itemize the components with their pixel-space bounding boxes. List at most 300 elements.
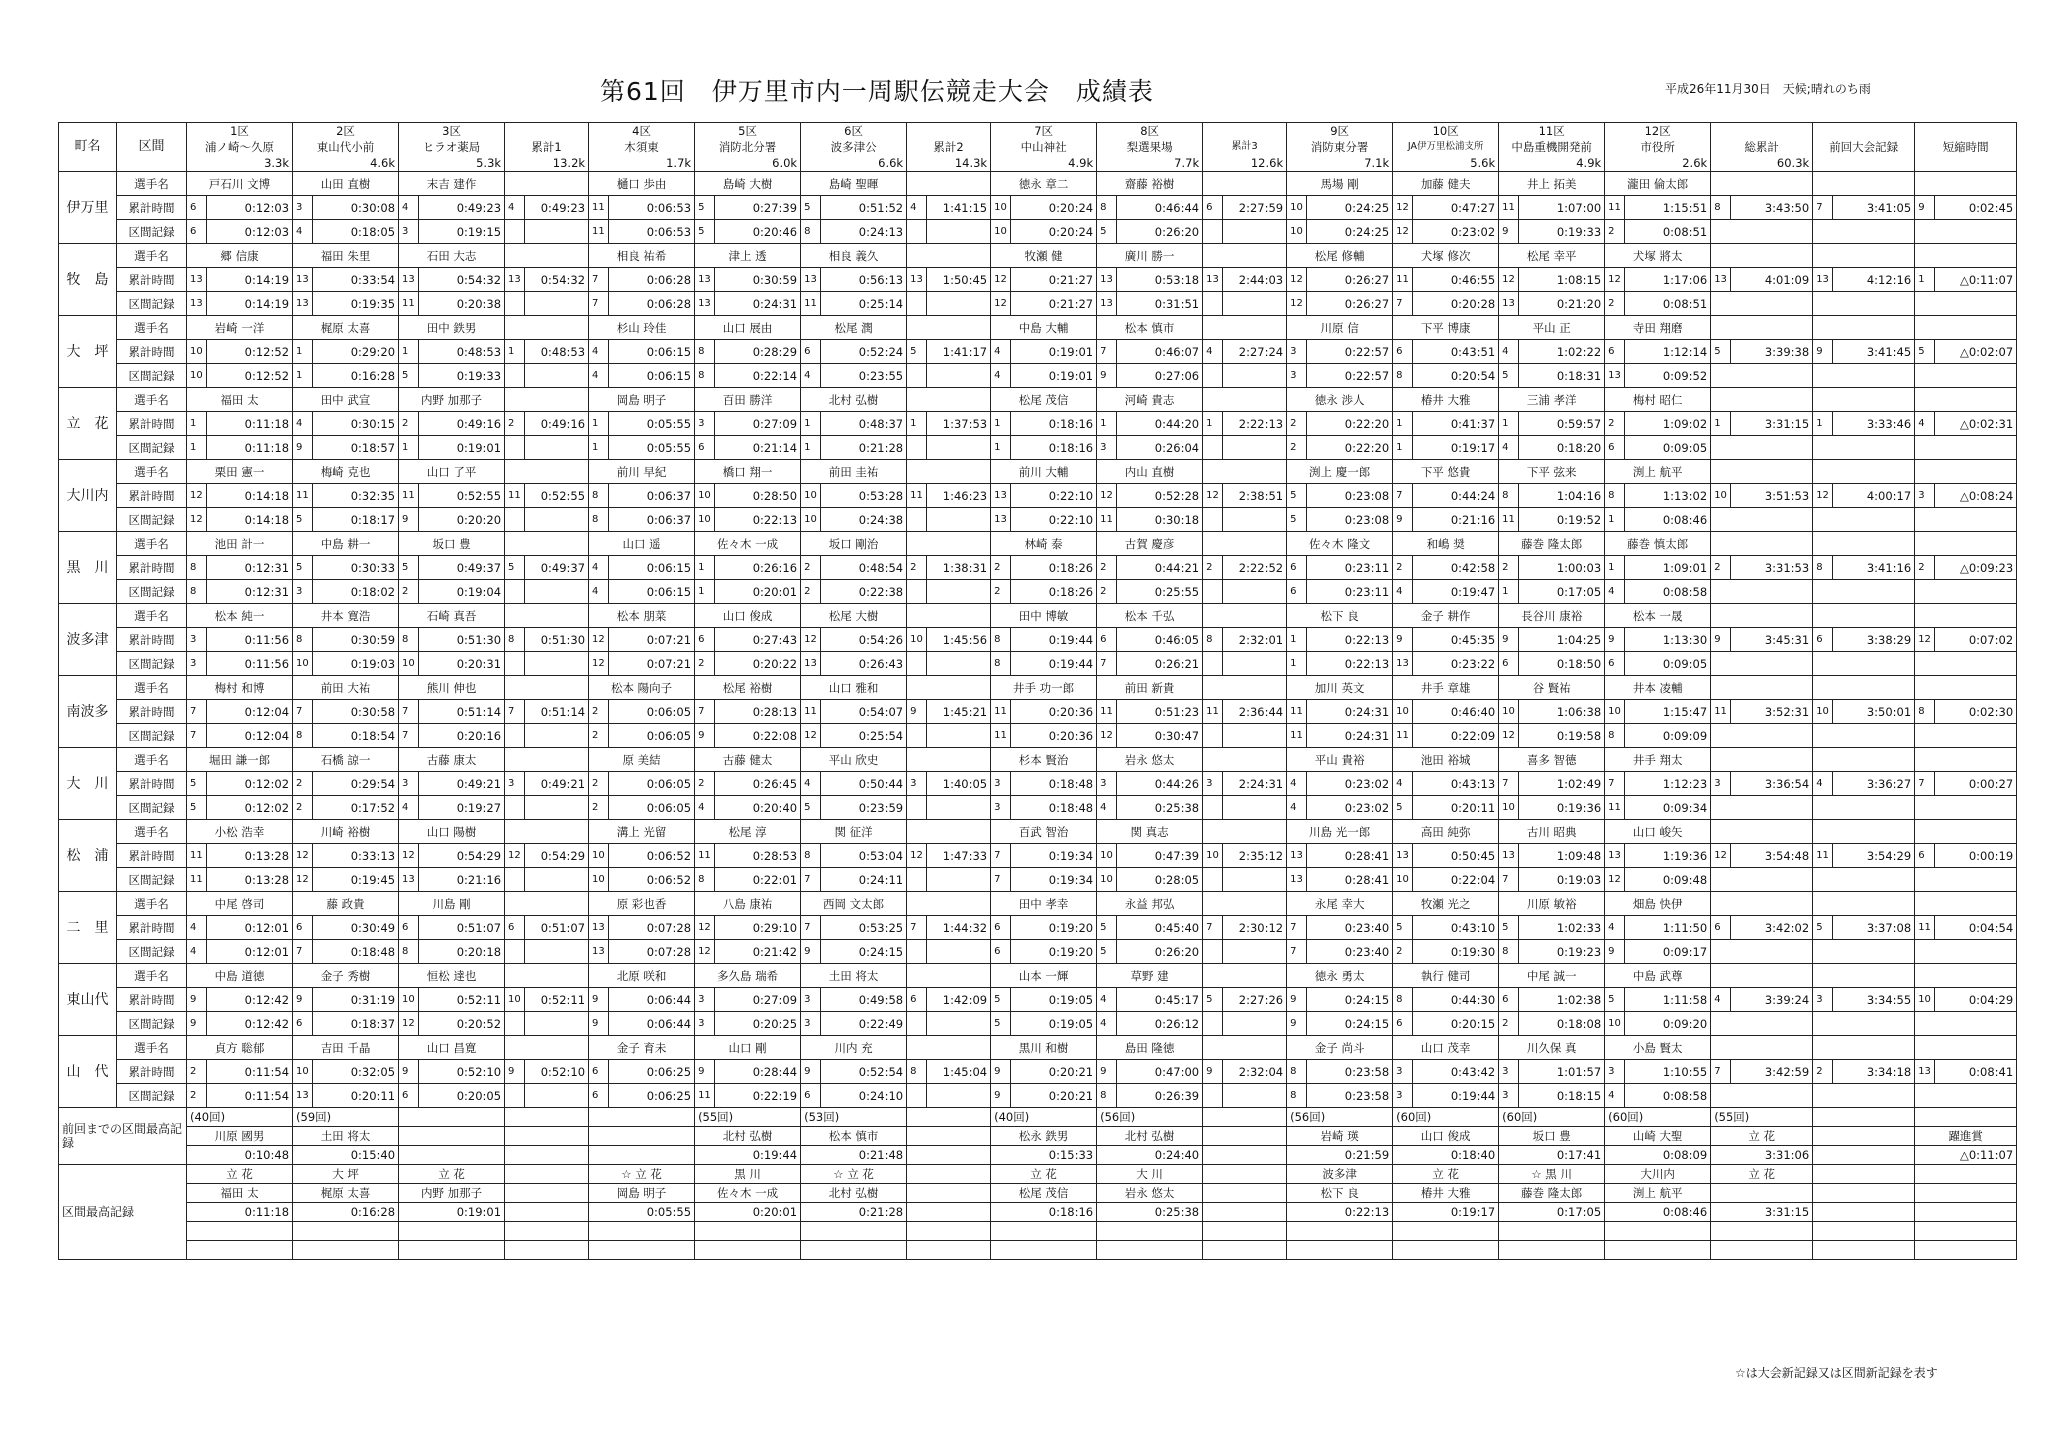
section-time: 0:24:11 — [821, 868, 907, 892]
cumulative-time: 0:12:31 — [207, 556, 293, 580]
section-rank — [907, 364, 927, 388]
section-time: 0:09:34 — [1625, 796, 1711, 820]
cumulative-rank: 13 — [1813, 268, 1833, 292]
empty-cell — [1915, 892, 2017, 916]
cumulative-rank: 3 — [399, 772, 419, 796]
empty-cell — [293, 1222, 399, 1241]
cumulative-rank: 6 — [399, 916, 419, 940]
runner-name — [505, 1036, 589, 1060]
section-time: 0:28:05 — [1117, 868, 1203, 892]
section-rank: 4 — [1393, 580, 1413, 604]
runner-name: 山口 雅和 — [801, 676, 907, 700]
section-rank: 9 — [801, 940, 821, 964]
leg-number — [1711, 123, 1813, 140]
leg-distance — [1813, 155, 1915, 172]
leg-distance: 60.3k — [1711, 155, 1813, 172]
section-time — [525, 580, 589, 604]
runner-name — [907, 604, 991, 628]
cumulative-time: 0:26:45 — [715, 772, 801, 796]
section-time: 0:11:18 — [207, 436, 293, 460]
best-time: 0:22:13 — [1287, 1203, 1393, 1222]
empty-cell — [1711, 1084, 1813, 1108]
leg-place: 累計2 — [907, 139, 991, 155]
section-time: 0:18:16 — [1011, 436, 1097, 460]
section-time: 0:26:27 — [1307, 292, 1393, 316]
best-team: ☆ 立 花 — [589, 1165, 695, 1184]
section-rank: 5 — [991, 1012, 1011, 1036]
runner-name: 小島 賢太 — [1605, 1036, 1711, 1060]
runner-name — [505, 964, 589, 988]
cumulative-rank: 12 — [1499, 268, 1519, 292]
section-rank: 5 — [293, 508, 313, 532]
runner-name — [1203, 316, 1287, 340]
section-time: 0:18:57 — [313, 436, 399, 460]
team-name: 山 代 — [59, 1036, 117, 1108]
cumulative-rank: 11 — [1097, 700, 1117, 724]
cumulative-rank: 4 — [1605, 916, 1625, 940]
section-rank: 6 — [187, 220, 207, 244]
best-team: 立 花 — [399, 1165, 505, 1184]
cumulative-time: 0:30:33 — [313, 556, 399, 580]
runner-name: 藤巻 慎太郎 — [1605, 532, 1711, 556]
section-rank — [907, 508, 927, 532]
section-time: 0:12:01 — [207, 940, 293, 964]
record-time: 3:31:06 — [1711, 1146, 1813, 1165]
cumulative-rank: 1 — [1287, 628, 1307, 652]
section-rank: 4 — [991, 364, 1011, 388]
runner-name: 中尾 啓司 — [187, 892, 293, 916]
section-rank: 4 — [589, 580, 609, 604]
cumulative-time: 0:32:05 — [313, 1060, 399, 1084]
runner-name: 川原 敏裕 — [1499, 892, 1605, 916]
best-time: 0:08:46 — [1605, 1203, 1711, 1222]
section-time: 0:19:58 — [1519, 724, 1605, 748]
record-edition: (53回) — [801, 1108, 907, 1127]
section-rank: 7 — [399, 724, 419, 748]
section-rank — [505, 1012, 525, 1036]
section-time: 0:17:52 — [313, 796, 399, 820]
cumulative-rank: 7 — [1393, 484, 1413, 508]
section-time: 0:19:23 — [1519, 940, 1605, 964]
section-rank — [1203, 292, 1223, 316]
cumulative-time: 1:15:47 — [1625, 700, 1711, 724]
record-holder — [1813, 1127, 1915, 1146]
cumulative-rank: 12 — [399, 844, 419, 868]
row-label-runner: 選手名 — [117, 964, 187, 988]
record-time: 0:19:44 — [695, 1146, 801, 1165]
runner-name: 前川 大輔 — [991, 460, 1097, 484]
section-time — [927, 1084, 991, 1108]
best-team — [505, 1165, 589, 1184]
cumulative-time: 1:09:48 — [1519, 844, 1605, 868]
cumulative-rank: 5 — [505, 556, 525, 580]
empty-cell — [1915, 604, 2017, 628]
cumulative-rank: 11 — [1393, 268, 1413, 292]
runner-name: 戸石川 文博 — [187, 172, 293, 196]
runner-name: 山口 展由 — [695, 316, 801, 340]
cumulative-rank: 1 — [187, 412, 207, 436]
cumulative-time: 0:28:13 — [715, 700, 801, 724]
cumulative-time: 3:39:24 — [1731, 988, 1813, 1012]
cumulative-time: 0:49:23 — [419, 196, 505, 220]
section-time — [1223, 292, 1287, 316]
section-time: 0:22:08 — [715, 724, 801, 748]
empty-cell — [1915, 1012, 2017, 1036]
empty-cell — [1711, 388, 1813, 412]
section-rank: 12 — [399, 1012, 419, 1036]
cumulative-time: 0:02:30 — [1935, 700, 2017, 724]
section-time: 0:09:05 — [1625, 652, 1711, 676]
leg-distance: 7.7k — [1097, 155, 1203, 172]
cumulative-time: 1:42:09 — [927, 988, 991, 1012]
runner-name: 川原 信 — [1287, 316, 1393, 340]
cumulative-time: 0:49:16 — [419, 412, 505, 436]
section-rank: 8 — [695, 868, 715, 892]
runner-name: 多久島 瑞希 — [695, 964, 801, 988]
empty-cell — [1711, 292, 1813, 316]
row-label-section: 区間記録 — [117, 796, 187, 820]
section-rank: 9 — [187, 1012, 207, 1036]
section-rank: 5 — [1097, 940, 1117, 964]
section-time — [1223, 508, 1287, 532]
cumulative-time: 1:09:02 — [1625, 412, 1711, 436]
leg-place: 市役所 — [1605, 139, 1711, 155]
team-name: 大 坪 — [59, 316, 117, 388]
results-table — [58, 122, 2017, 1260]
cumulative-time: 0:23:08 — [1307, 484, 1393, 508]
record-time: 0:21:59 — [1287, 1146, 1393, 1165]
empty-cell — [187, 1222, 293, 1241]
cumulative-rank: 10 — [293, 1060, 313, 1084]
runner-name — [907, 820, 991, 844]
runner-name: 平山 欣史 — [801, 748, 907, 772]
best-runner: 松下 良 — [1287, 1184, 1393, 1203]
cumulative-time: 2:36:44 — [1223, 700, 1287, 724]
runner-name: 高田 純弥 — [1393, 820, 1499, 844]
section-rank: 8 — [1097, 1084, 1117, 1108]
cumulative-rank: 6 — [1287, 556, 1307, 580]
section-time: 0:18:05 — [313, 220, 399, 244]
best-label: 区間最高記録 — [59, 1165, 187, 1260]
cumulative-rank: 5 — [991, 988, 1011, 1012]
cumulative-rank: 6 — [1915, 844, 1935, 868]
section-rank — [505, 508, 525, 532]
runner-name — [907, 1036, 991, 1060]
row-label-section: 区間記録 — [117, 868, 187, 892]
best-time: 3:31:15 — [1711, 1203, 1813, 1222]
cumulative-time: 0:20:36 — [1011, 700, 1097, 724]
cumulative-rank: 11 — [1203, 700, 1223, 724]
cumulative-rank: 10 — [1711, 484, 1731, 508]
section-rank: 13 — [1287, 868, 1307, 892]
section-rank: 6 — [293, 1012, 313, 1036]
empty-cell — [1915, 532, 2017, 556]
page-title: 第61回 伊万里市内一周駅伝競走大会 成績表 — [600, 77, 1154, 106]
section-rank — [1203, 220, 1223, 244]
cumulative-rank: 11 — [1711, 700, 1731, 724]
cumulative-time: 0:06:37 — [609, 484, 695, 508]
best-runner: 渕上 航平 — [1605, 1184, 1711, 1203]
cumulative-time: 3:36:54 — [1731, 772, 1813, 796]
cumulative-rank: 10 — [1393, 700, 1413, 724]
runner-name — [505, 676, 589, 700]
section-rank: 12 — [801, 724, 821, 748]
cumulative-rank: 2 — [1813, 1060, 1833, 1084]
runner-name: 田中 鉄男 — [399, 316, 505, 340]
record-holder — [505, 1127, 589, 1146]
record-edition — [399, 1108, 505, 1127]
cumulative-rank: 3 — [1393, 1060, 1413, 1084]
cumulative-time: 0:24:15 — [1307, 988, 1393, 1012]
cumulative-rank: 12 — [695, 916, 715, 940]
runner-name: 齋藤 裕樹 — [1097, 172, 1203, 196]
cumulative-rank: 7 — [1813, 196, 1833, 220]
section-rank: 10 — [1499, 796, 1519, 820]
runner-name: 川内 充 — [801, 1036, 907, 1060]
cumulative-time: △0:02:31 — [1935, 412, 2017, 436]
section-rank: 8 — [293, 724, 313, 748]
cumulative-rank: 12 — [1393, 196, 1413, 220]
section-rank — [1203, 724, 1223, 748]
section-rank: 6 — [801, 1084, 821, 1108]
cumulative-time: 0:52:55 — [419, 484, 505, 508]
runner-name — [1203, 1036, 1287, 1060]
cumulative-time: 0:11:56 — [207, 628, 293, 652]
runner-name: 北原 咲和 — [589, 964, 695, 988]
section-rank — [907, 1012, 927, 1036]
team-row — [59, 1036, 2017, 1060]
team-row — [59, 676, 2017, 700]
cumulative-time: 0:52:10 — [419, 1060, 505, 1084]
runner-name: 梅崎 克也 — [293, 460, 399, 484]
cumulative-rank: 1 — [1605, 556, 1625, 580]
section-rank: 10 — [991, 220, 1011, 244]
empty-cell — [801, 1241, 907, 1260]
cumulative-rank: 12 — [907, 844, 927, 868]
cumulative-rank: 13 — [1915, 1060, 1935, 1084]
runner-name — [1203, 532, 1287, 556]
leg-distance: 4.6k — [293, 155, 399, 172]
runner-name: 犬塚 修次 — [1393, 244, 1499, 268]
section-rank: 4 — [399, 796, 419, 820]
runner-name — [1203, 172, 1287, 196]
cumulative-time: 0:28:44 — [715, 1060, 801, 1084]
runner-name — [1203, 964, 1287, 988]
cumulative-time: 0:46:44 — [1117, 196, 1203, 220]
section-rank: 6 — [1393, 1012, 1413, 1036]
cumulative-time: 1:13:30 — [1625, 628, 1711, 652]
cumulative-time: 0:23:58 — [1307, 1060, 1393, 1084]
cumulative-time: 0:12:04 — [207, 700, 293, 724]
section-time — [1223, 868, 1287, 892]
leg-place: 累計1 — [505, 139, 589, 155]
empty-cell — [1915, 676, 2017, 700]
cumulative-time: 0:19:44 — [1011, 628, 1097, 652]
cumulative-rank: 4 — [991, 340, 1011, 364]
cumulative-rank: 13 — [1203, 268, 1223, 292]
cumulative-rank: 2 — [1097, 556, 1117, 580]
cumulative-time: 2:22:52 — [1223, 556, 1287, 580]
section-rank: 11 — [1097, 508, 1117, 532]
empty-cell — [1203, 1222, 1287, 1241]
section-time: 0:06:28 — [609, 292, 695, 316]
runner-name — [505, 748, 589, 772]
cumulative-rank: 10 — [1097, 844, 1117, 868]
section-rank: 12 — [187, 508, 207, 532]
cumulative-rank: 4 — [589, 340, 609, 364]
cumulative-rank: 6 — [1711, 916, 1731, 940]
cumulative-rank: 11 — [399, 484, 419, 508]
section-time: 0:25:38 — [1117, 796, 1203, 820]
leg-number — [1203, 123, 1287, 140]
cumulative-time: 0:47:27 — [1413, 196, 1499, 220]
record-time: 0:18:40 — [1393, 1146, 1499, 1165]
footnote: ☆は大会新記録又は区間新記録を表す — [1735, 1366, 1938, 1380]
leg-place: 梨選果場 — [1097, 139, 1203, 155]
cumulative-rank: 10 — [801, 484, 821, 508]
section-rank — [907, 652, 927, 676]
section-rank: 11 — [1499, 508, 1519, 532]
cumulative-rank: 5 — [1499, 916, 1519, 940]
runner-name: 牧瀬 光之 — [1393, 892, 1499, 916]
cumulative-rank: 2 — [589, 772, 609, 796]
section-rank: 8 — [695, 364, 715, 388]
cumulative-rank: 12 — [1097, 484, 1117, 508]
cumulative-rank: 1 — [1813, 412, 1833, 436]
cumulative-rank: 11 — [1813, 844, 1833, 868]
cumulative-rank: 8 — [1605, 484, 1625, 508]
runner-name — [505, 532, 589, 556]
cumulative-time: 0:19:34 — [1011, 844, 1097, 868]
runner-name: 岩永 悠太 — [1097, 748, 1203, 772]
cumulative-time: 3:43:50 — [1731, 196, 1813, 220]
cumulative-rank: 2 — [1499, 556, 1519, 580]
cumulative-time: 0:18:48 — [1011, 772, 1097, 796]
leg-place: 消防東分署 — [1287, 139, 1393, 155]
section-rank: 7 — [801, 868, 821, 892]
cumulative-time: 0:29:54 — [313, 772, 399, 796]
runner-name: 橋口 翔一 — [695, 460, 801, 484]
cumulative-time: 0:53:25 — [821, 916, 907, 940]
cumulative-rank: 7 — [187, 700, 207, 724]
cumulative-time: 1:04:25 — [1519, 628, 1605, 652]
cumulative-rank: 4 — [1711, 988, 1731, 1012]
empty-cell — [1499, 1222, 1605, 1241]
section-time: 0:20:05 — [419, 1084, 505, 1108]
cumulative-time: 1:46:23 — [927, 484, 991, 508]
cumulative-rank: 1 — [1711, 412, 1731, 436]
best-team: 黒 川 — [695, 1165, 801, 1184]
section-rank — [907, 436, 927, 460]
leg-place: 累計3 — [1203, 139, 1287, 155]
section-rank: 11 — [399, 292, 419, 316]
cumulative-rank: 2 — [907, 556, 927, 580]
cumulative-time: 3:54:48 — [1731, 844, 1813, 868]
cumulative-rank: 9 — [1499, 628, 1519, 652]
section-time: 0:06:15 — [609, 364, 695, 388]
section-rank — [907, 940, 927, 964]
best-team — [1813, 1165, 1915, 1184]
empty-cell — [1915, 436, 2017, 460]
section-time — [525, 292, 589, 316]
cumulative-rank: 4 — [1203, 340, 1223, 364]
cumulative-rank: 3 — [1287, 340, 1307, 364]
section-rank: 3 — [991, 796, 1011, 820]
section-time: 0:20:36 — [1011, 724, 1097, 748]
leg-number — [505, 123, 589, 140]
runner-name: 前田 圭祐 — [801, 460, 907, 484]
empty-cell — [1813, 316, 1915, 340]
runner-name: 松本 千弘 — [1097, 604, 1203, 628]
section-time: 0:08:51 — [1625, 220, 1711, 244]
cumulative-rank: 5 — [187, 772, 207, 796]
team-name: 大 川 — [59, 748, 117, 820]
section-time: 0:20:15 — [1413, 1012, 1499, 1036]
empty-cell — [1711, 580, 1813, 604]
cumulative-time: 0:53:04 — [821, 844, 907, 868]
section-time: 0:23:58 — [1307, 1084, 1393, 1108]
cumulative-rank: 5 — [1813, 916, 1833, 940]
cumulative-time: 0:28:50 — [715, 484, 801, 508]
empty-cell — [1711, 820, 1813, 844]
empty-cell — [1813, 724, 1915, 748]
empty-cell — [1203, 1241, 1287, 1260]
team-row — [59, 460, 2017, 484]
runner-name — [1203, 892, 1287, 916]
runner-name: 山口 了平 — [399, 460, 505, 484]
section-rank: 8 — [991, 652, 1011, 676]
runner-name: 加川 英文 — [1287, 676, 1393, 700]
section-rank: 5 — [1097, 220, 1117, 244]
section-time: 0:08:46 — [1625, 508, 1711, 532]
section-rank: 12 — [1097, 724, 1117, 748]
empty-cell — [505, 1222, 589, 1241]
cumulative-rank: 3 — [695, 412, 715, 436]
section-time: 0:19:01 — [419, 436, 505, 460]
record-holder: 山口 俊成 — [1393, 1127, 1499, 1146]
leg-place: 前回大会記録 — [1813, 139, 1915, 155]
cumulative-rank: 9 — [293, 988, 313, 1012]
cumulative-rank: 2 — [1393, 556, 1413, 580]
record-holder: 坂口 豊 — [1499, 1127, 1605, 1146]
cumulative-rank: 8 — [1499, 484, 1519, 508]
section-time: 0:12:02 — [207, 796, 293, 820]
leg-number: 9区 — [1287, 123, 1393, 140]
cumulative-rank: 8 — [293, 628, 313, 652]
runner-name: 松本 純一 — [187, 604, 293, 628]
empty-cell — [1813, 460, 1915, 484]
section-rank: 1 — [1287, 652, 1307, 676]
runner-name: 池田 計一 — [187, 532, 293, 556]
section-time — [1223, 940, 1287, 964]
runner-name — [1203, 244, 1287, 268]
cumulative-time: 3:41:16 — [1833, 556, 1915, 580]
team-name: 大川内 — [59, 460, 117, 532]
section-rank: 7 — [187, 724, 207, 748]
runner-name: 中尾 誠一 — [1499, 964, 1605, 988]
cumulative-rank: 9 — [991, 1060, 1011, 1084]
cumulative-rank: 3 — [907, 772, 927, 796]
section-time: 0:19:01 — [1011, 364, 1097, 388]
section-rank: 13 — [695, 292, 715, 316]
team-row — [59, 748, 2017, 772]
cumulative-time: 0:07:28 — [609, 916, 695, 940]
runner-name — [907, 172, 991, 196]
section-rank: 10 — [801, 508, 821, 532]
cumulative-time: 0:26:27 — [1307, 268, 1393, 292]
cumulative-time: 3:31:53 — [1731, 556, 1813, 580]
record-time: 0:10:48 — [187, 1146, 293, 1165]
